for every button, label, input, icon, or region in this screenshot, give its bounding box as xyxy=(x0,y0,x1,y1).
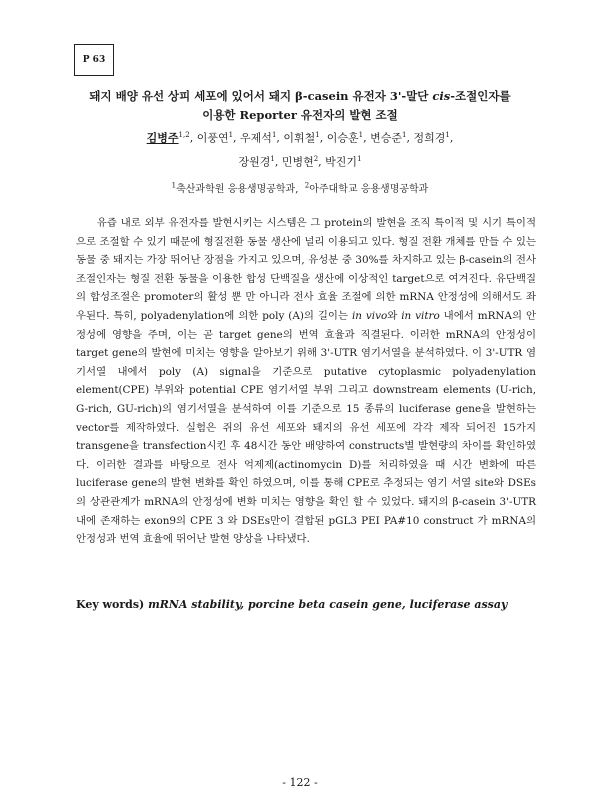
affiliation-name: 아주대학교 응용생명공학과 xyxy=(309,184,429,195)
author-affiliation-sup: 1,2 xyxy=(178,131,190,139)
affiliations: $^1$축산과학원 응용생명공학과, $^2$아주대학교 응용생명공학과 xyxy=(171,181,429,195)
author-affiliation-sup: 1 xyxy=(315,131,320,139)
author-name: 우제석 xyxy=(240,131,272,145)
abstract-text: 와 xyxy=(387,309,402,322)
author-name: 이휘철 xyxy=(283,131,316,145)
title-line-2: 이용한 Reporter 유전자의 발현 조절 xyxy=(202,108,398,122)
author-affiliation-sup: 1 xyxy=(445,131,450,139)
title-line-1-suffix: -조절인자를 xyxy=(450,89,511,103)
author-list: 김병주$^{1,2}$, 이풍연$^1$, 우제석$^1$, 이휘철$^1$, 이승훈$^1$, 변승준$^1$, 정희경$^1$, 장원경$^1$, 민병현$^2$, 박진기$^1$ xyxy=(146,131,454,169)
author-affiliation-sup: 1 xyxy=(402,131,407,139)
author-name: 김병주 xyxy=(146,131,179,145)
abstract-body xyxy=(76,214,536,549)
keywords-label: Key words) xyxy=(76,598,149,611)
affiliation-sup: 2 xyxy=(304,181,310,190)
author-affiliation-sup: 1 xyxy=(358,131,364,139)
title-line-1 xyxy=(60,86,540,106)
page-number: - 122 - xyxy=(282,776,318,789)
author-name: 이승훈 xyxy=(326,131,359,145)
author-affiliation-sup: 1 xyxy=(357,154,362,163)
author-affiliation-sup: 1 xyxy=(270,154,275,163)
affiliation-name: 축산과학원 응용생명공학과 xyxy=(176,184,296,195)
abstract-text: 내에서 mRNA의 안정성에 영향을 주며, 이는 곧 target gene의 번역 효율과 직결된다. 이러한 mRNA의 안정성이 target gene의 발현에 미치는 영향을 알아보기 위해 3'-UTR 염기서열을 분석하였다. 이 3'-UTR 염기서열 내에서 poly (A) signal을 기준으로 putative cytoplasmic polyadenylation element(CPE) 부위와 potential CPE 염기서열 부위 그리고 downstream elements (U-rich, G-rich, GU-rich)의 염기서열을 분석하여 이를 기준으로 15 종류의 luciferase gene을 발현하는 vector를 제작하였다. 실험은 쥐의 유선 세포와 돼지의 유선 세포에 각각 제작 되어진 15가지 transgene을 transfection시킨 후 48시간 동안 배양하여 constructs별 발현량의 차이를 확인하였다. 이러한 결과를 바탕으로 전사 억제제(actinomycin D)를 처리하였을 때 시간 변화에 따른 luciferase gene의 발현 변화를 확인 하였으며, 이를 통해 CPE로 추정되는 염기 서열 site와 DSEs의 상관관계가 mRNA의 안정성에 변화 미치는 영향을 확인 할 수 있었다. 돼지의 β-casein 3'-UTR내에 존재하는 exon9의 CPE 3 와 DSEs만이 결합된 pGL3 PEI PA#10 construct 가 mRNA의 안정성과 번역 효율에 뛰어난 발현 양상을 나타냈다. xyxy=(76,309,537,546)
author-name: 박진기 xyxy=(325,155,358,169)
author-name: 정희경 xyxy=(413,131,446,145)
author-name: 민병현 xyxy=(281,155,314,169)
affiliation-sup: 1 xyxy=(171,181,177,190)
abstract-italic-term: in vitro xyxy=(401,309,440,322)
keywords xyxy=(76,598,507,611)
title-line-1-prefix: 돼지 배양 유선 상피 세포에 있어서 돼지 β-casein 유전자 3'-말단 xyxy=(89,89,433,103)
poster-code: P 63 xyxy=(82,55,106,65)
keywords-items: mRNA stability, porcine beta casein gene, luciferase assay xyxy=(148,598,508,611)
title-line-1-italic: cis xyxy=(432,89,451,103)
poster-code-box xyxy=(74,44,114,76)
abstract-text: 유즙 내로 외부 유전자를 발현시키는 시스템은 그 protein의 발현을 조직 특이적 및 시기 특이적으로 조절할 수 있기 때문에 형질전환 동물 생산에 널리 이용되고 있다. 형질 전환 개체를 만들 수 있는 동물 중 돼지는 가장 뛰어난 장점을 가지고 있으며, 유성분 중 30%를 차지하고 있는 β-casein의 전사조절인자는 형질 전환 동물을 이용한 합성 단백질을 생산에 이상적인 target으로 여겨진다. 유단백질의 합성조절은 promoter의 활성 뿐 만 아니라 전사 효율 조절에 의한 mRNA 안정성에 의해서도 좌우된다. 특히, polyadenylation에 의한 poly (A)의 길이는 xyxy=(76,217,536,322)
abstract-italic-term: in vivo xyxy=(351,309,388,322)
author-affiliation-sup: 2 xyxy=(313,154,319,163)
author-affiliation-sup: 1 xyxy=(228,131,234,139)
author-name: 장원경 xyxy=(238,155,271,169)
author-name: 이풍연 xyxy=(196,131,229,145)
author-name: 변승준 xyxy=(370,131,403,145)
author-affiliation-sup: 1 xyxy=(271,131,277,139)
